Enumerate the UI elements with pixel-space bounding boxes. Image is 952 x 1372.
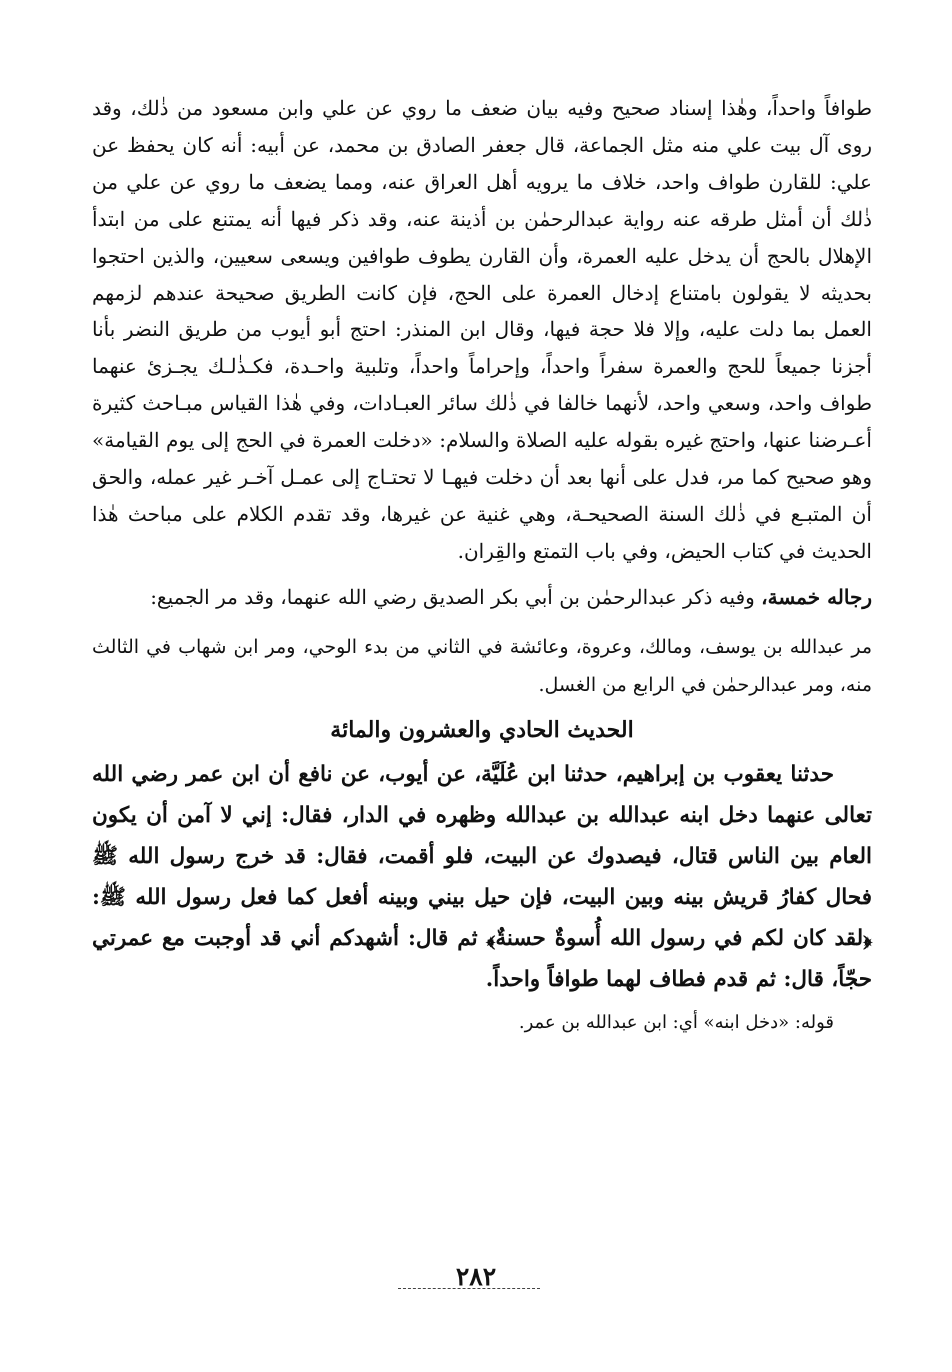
page-number: ٢٨٢ <box>455 1262 497 1291</box>
narrators-paragraph <box>92 578 872 616</box>
men-paragraph: مر عبدالله بن يوسف، ومالك، وعروة، وعائشة في الثاني من بدء الوحي، ومر ابن شهاب في الثالث منه، ومر عبدالرحمٰن في الرابع من الغسل. <box>92 635 872 696</box>
commentary-paragraph: طوافاً واحداً، وهٰذا إسناد صحيح وفيه بيان ضعف ما روي عن علي وابن مسعود من ذٰلك، وقد روى آل بيت علي منه مثل الجماعة، قال جعفر الصادق بن محمد، عن أبيه: أنه كان يحفظ عن علي: للقارن طواف واحد، خلاف ما يرويه أهل العراق عنه، ومما يضعف ما روي عن علي من ذٰلك أن أمثل طرقه عنه رواية عبدالرحمٰن بن أذينة عنه، وقد ذكر فيها أنه يمتنع على من ابتدأ الإهلال بالحج أن يدخل عليه العمرة، وأن القارن يطوف طوافين ويسعى سعيين، والذين احتجوا بحديثه لا يقولون بامتناع إدخال العمرة على الحج، فإن كانت الطريق صحيحة عندهم لزمهم العمل بما دلت عليه، وإلا فلا حجة فيها، وقال ابن المنذر: احتج أبو أيوب من طريق النضر بأنا أجزنا جميعاً للحج والعمرة سفراً واحداً، وإحراماً واحداً، وتلبية واحـدة، فكـذٰلـك يجـزئ عنهما طواف واحد، وسعي واحد، لأنهما خالفا في ذٰلك سائر العبـادات، وفي هٰذا القياس مبـاحث كثيرة أعـرضنا عنها، واحتج غيره بقوله عليه الصلاة والسلام: «دخلت العمرة في الحج إلى يوم القيامة» وهو صحيح كما مر، فدل على أنها بعد أن دخلت فيهـا لا تحتـاج إلى عمـل آخـر غير عمله، والحق أن المتبـع في ذٰلك السنة الصحيحـة، وهي غنية عن غيرها، وقد تقدم الكلام على مباحث هٰذا الحديث في كتاب الحيض، وفي باب التمتع والقِران. <box>92 96 872 563</box>
hadith-text <box>92 754 872 1000</box>
footer-divider <box>398 1288 540 1289</box>
hadith-text-part1: حدثنا يعقوب بن إبراهيم، حدثنا ابن عُلَيَّة، عن أيوب، عن نافع أن ابن عمر رضي الله تعالى عنهما دخل ابنه عبدالله بن عبدالله وظهره في الدار، فقال: إني لا آمن أن يكون العام بين الناس قتال، فيصدوك عن البيت، فلو أقمت، فقال: قد خرج رسول الله ﷺ فحال كفارُ قريش بينه وبين البيت، فإن حيل بيني وبينه أفعل كما فعل رسول الله ﷺ: <box>92 761 872 910</box>
narrators-rest: وفيه ذكر عبدالرحمٰن بن أبي بكر الصديق رضي الله عنهما، وقد مر الجميع: <box>150 584 762 609</box>
quran-quote: ﴿لقد كان لكم في رسول الله أُسوةٌ حسنةٌ﴾ <box>486 925 872 951</box>
page-body <box>92 90 872 1040</box>
hadith-text-part2: ثم قال: أشهدكم أني قد أوجبت مع عمرتي حجّاً، قال: ثم قدم فطاف لهما طوافاً واحداً. <box>92 925 872 992</box>
commentary-note: قوله: «دخل ابنه» أي: ابن عبدالله بن عمر. <box>518 1011 834 1033</box>
section-heading: الحديث الحادي والعشرون والمائة <box>330 716 634 743</box>
narrators-lead: رجاله خمسة، <box>761 584 872 609</box>
